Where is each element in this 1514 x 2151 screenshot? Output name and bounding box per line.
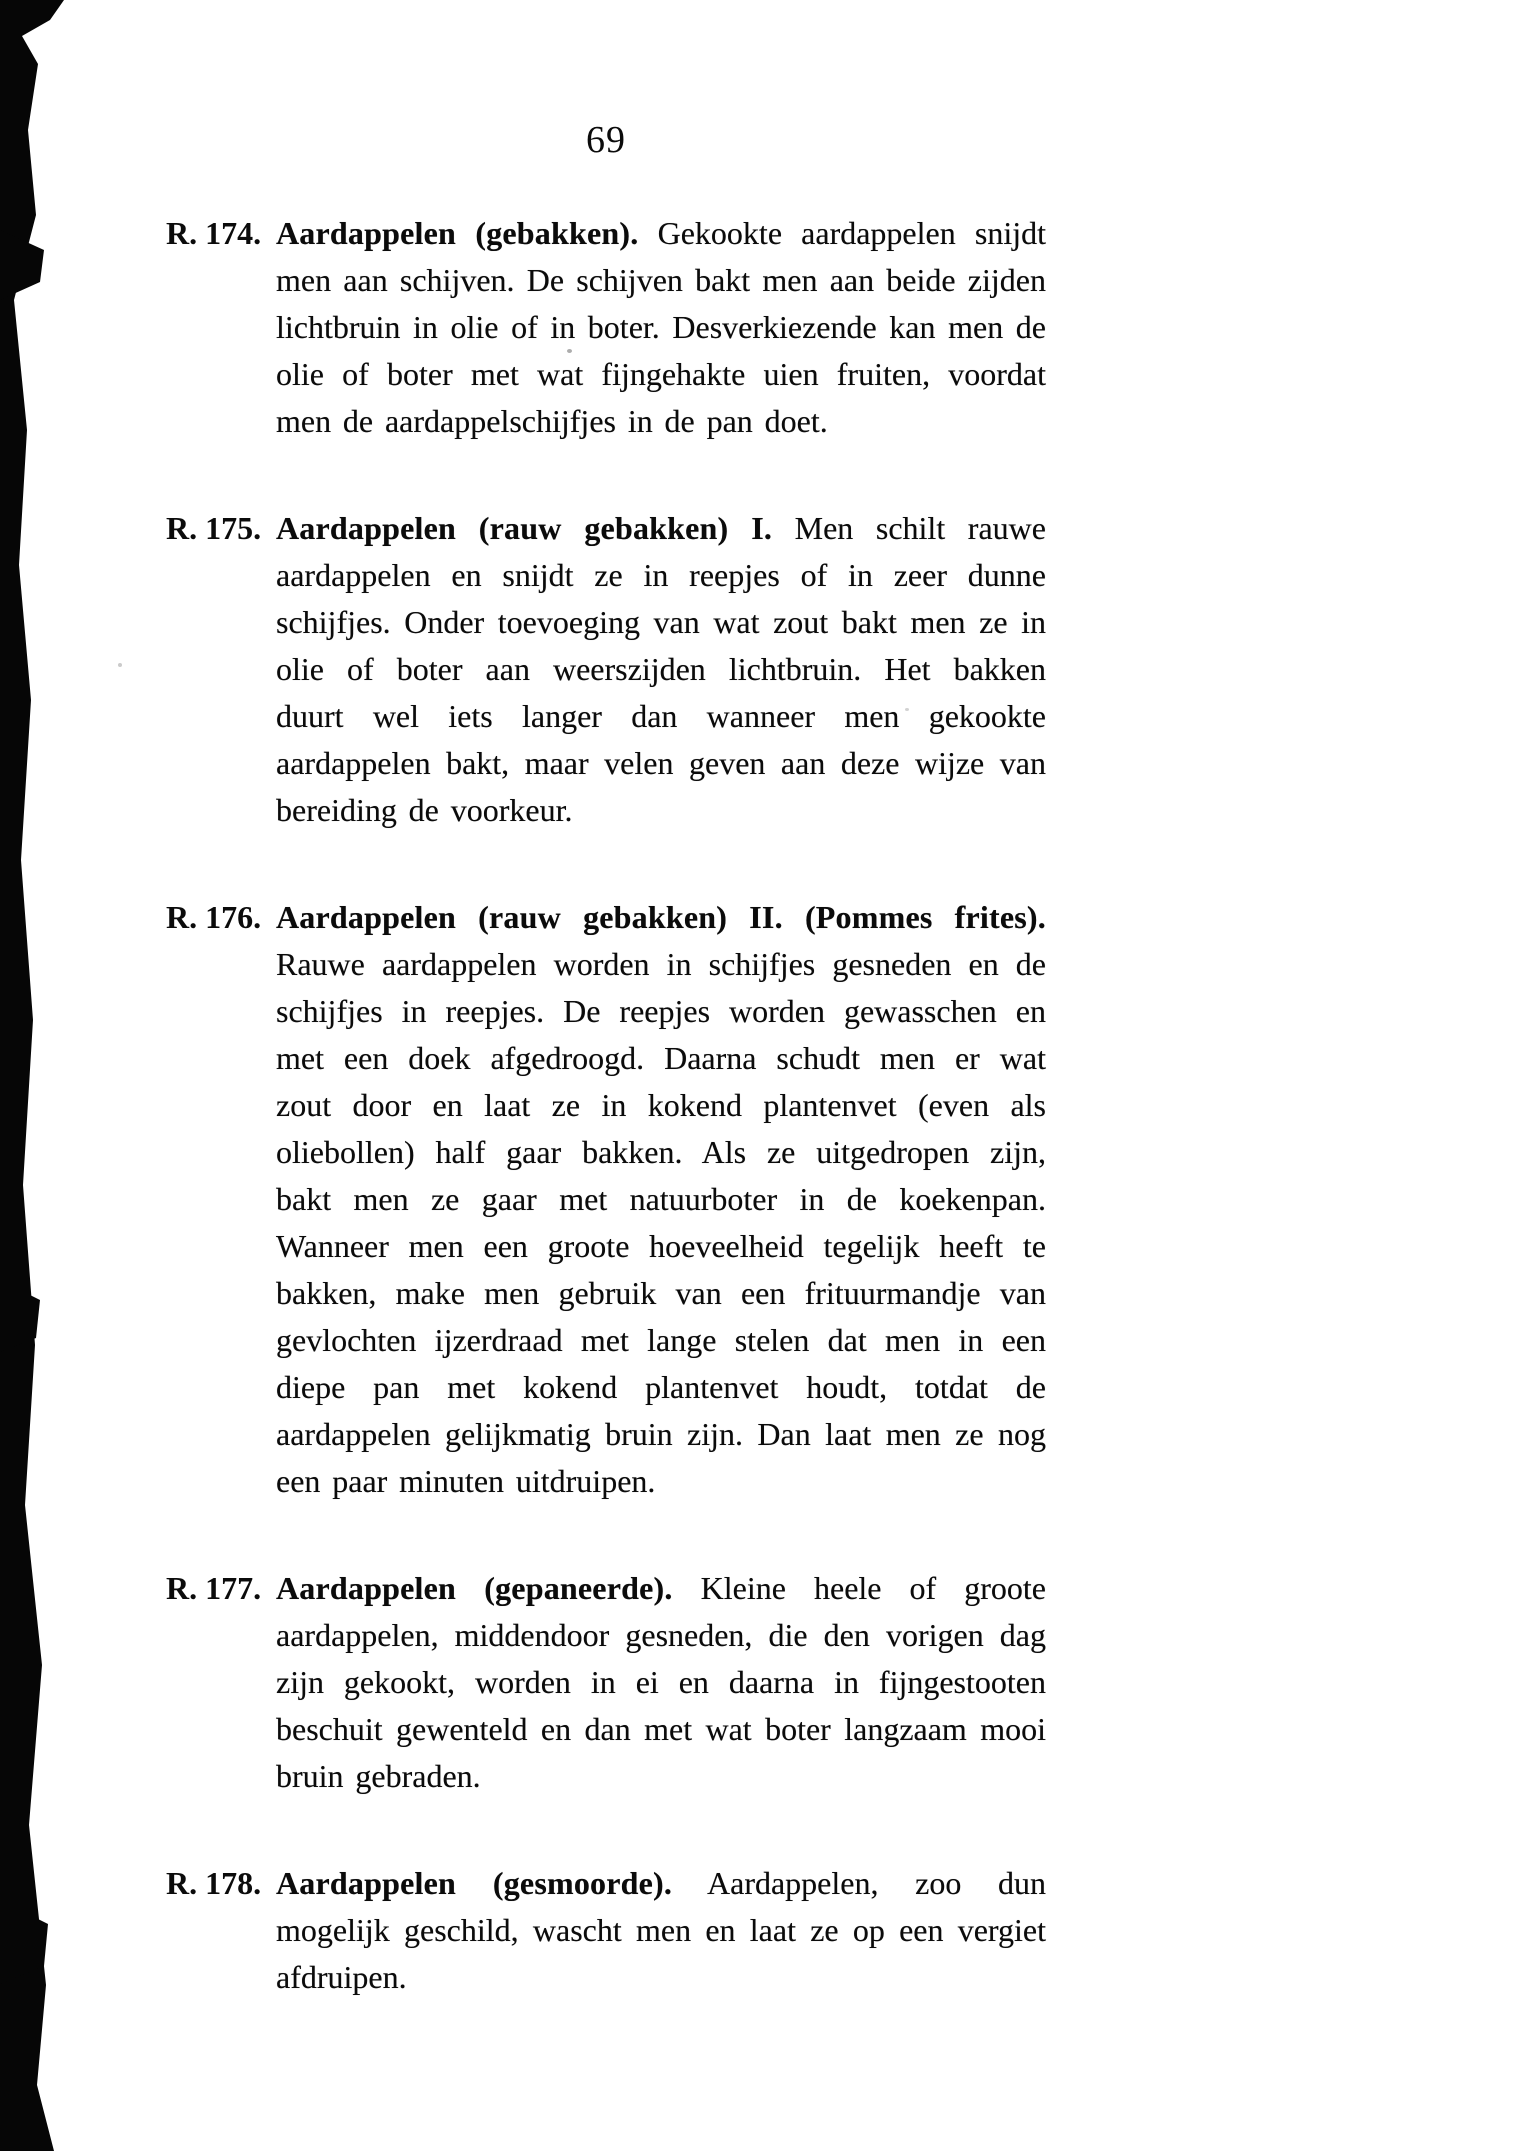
recipe-list: [166, 210, 1046, 2001]
recipe: [166, 1565, 1046, 1800]
recipe: [166, 505, 1046, 834]
scan-speck: [118, 663, 122, 667]
recipe: [166, 894, 1046, 1505]
recipe-number: R. 176.: [166, 899, 262, 935]
recipe: [166, 210, 1046, 445]
recipe-body: Aardappelen, zoo dun mogelijk geschild, wascht men en laat ze op een vergiet afdruipen.: [276, 1865, 1047, 1995]
recipe-title: Aardappelen (gesmoorde).: [276, 1865, 673, 1901]
recipe-number: R. 178.: [166, 1865, 262, 1901]
recipe-body: Kleine heele of groote aardappelen, middendoor gesneden, die den vorigen dag zijn gekookt, worden in ei en daarna in fijngestooten beschuit gewenteld en dan met wat boter langzaam mooi bruin gebraden.: [276, 1570, 1047, 1794]
recipe-title: Aardappelen (rauw gebakken) II. (Pommes frites).: [276, 899, 1046, 935]
recipe-body: Rauwe aardappelen worden in schijfjes gesneden en de schijfjes in reepjes. De reepjes worden gewasschen en met een doek afgedroogd. Daarna schudt men er wat zout door en laat ze in kokend plantenvet (even als oliebollen) half gaar bakken. Als ze uitgedropen zijn, bakt men ze gaar met natuurboter in de koekenpan. Wanneer men een groote hoeveelheid tegelijk heeft te bakken, make men gebruik van een frituurmandje van gevlochten ijzerdraad met lange stelen dat men in een diepe pan met kokend plantenvet houdt, totdat de aardappelen gelijkmatig bruin zijn. Dan laat men ze nog een paar minuten uitdruipen.: [276, 946, 1046, 1499]
recipe-paragraph: [276, 210, 1046, 445]
recipe-number: R. 175.: [166, 510, 262, 546]
recipe-paragraph: [276, 1565, 1046, 1800]
recipe-title: Aardappelen (gepaneerde).: [276, 1570, 673, 1606]
recipe-paragraph: [276, 894, 1046, 1505]
page-content: [166, 0, 1046, 2001]
page-number: 69: [586, 119, 626, 161]
recipe-body: Men schilt rauwe aardappelen en snijdt ze in reepjes of in zeer dunne schijfjes. Onder toevoeging van wat zout bakt men ze in olie of boter aan weerszijden lichtbruin. Het bakken duurt wel iets langer dan wanneer men gekookte aardappelen bakt, maar velen geven aan deze wijze van bereiding de voorkeur.: [276, 510, 1046, 828]
recipe: [166, 1860, 1046, 2001]
recipe-body: Gekookte aardappelen snijdt men aan schijven. De schijven bakt men aan beide zijden lichtbruin in olie of in boter. Desverkiezende kan men de olie of boter met wat fijngehakte uien fruiten, voordat men de aardappelschijfjes in de pan doet.: [276, 215, 1046, 439]
recipe-title: Aardappelen (gebakken).: [276, 215, 639, 251]
recipe-number: R. 174.: [166, 215, 262, 251]
recipe-paragraph: [276, 505, 1046, 834]
recipe-title: Aardappelen (rauw gebakken) I.: [276, 510, 773, 546]
recipe-paragraph: [276, 1860, 1046, 2001]
binding-shadow: [0, 0, 80, 2151]
recipe-number: R. 177.: [166, 1570, 262, 1606]
